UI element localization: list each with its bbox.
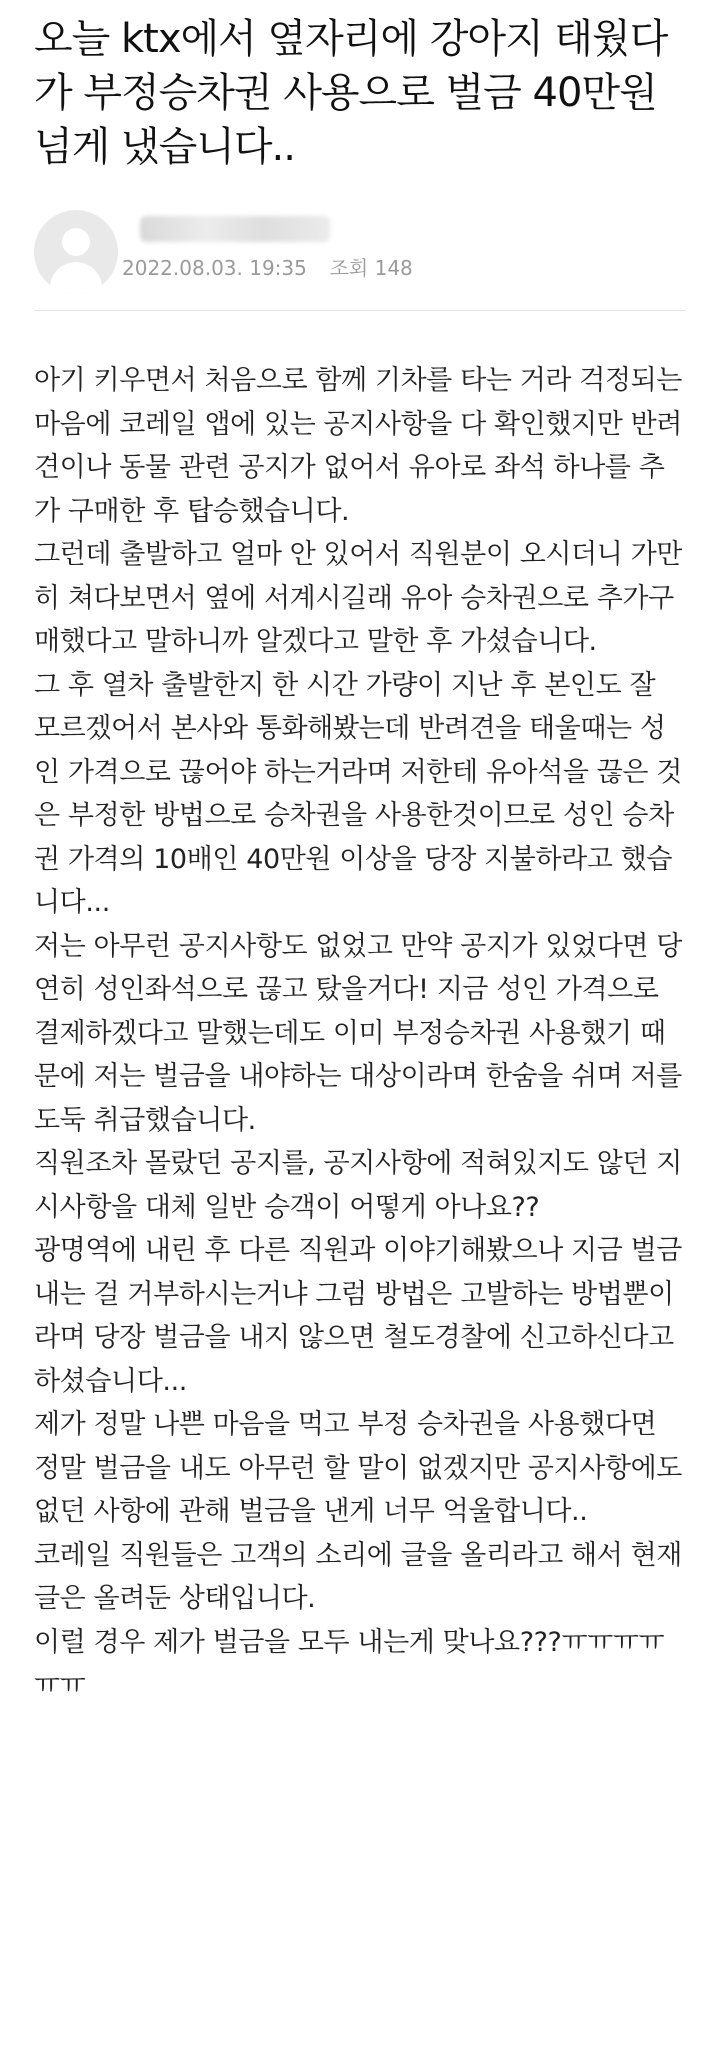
meta-line <box>122 254 413 282</box>
avatar-body-shape <box>50 262 102 294</box>
divider <box>34 310 686 311</box>
paragraph: 직원조차 몰랐던 공지를, 공지사항에 적혀있지도 않던 지시사항을 대체 일반 승객이 어떻게 아나요?? <box>34 1148 682 1223</box>
post-date: 2022.08.03. 19:35 <box>122 256 307 280</box>
paragraph: 그런데 출발하고 얼마 안 있어서 직원분이 오시더니 가만히 쳐다보면서 옆에 서계시길래 유아 승차권으로 추가구매했다고 말하니까 알겠다고 말한 후 가셨습니다. <box>34 539 682 657</box>
paragraph: 코레일 직원들은 고객의 소리에 글을 올리라고 해서 현재 글은 올려둔 상태입니다. <box>34 1539 682 1614</box>
paragraph: 그 후 열차 출발한지 한 시간 가량이 지난 후 본인도 잘 모르겠어서 본사와 통화해봤는데 반려견을 태울때는 성인 가격으로 끊어야 하는거라며 저한테 유아석을 끊은 것은 부정한 방법으로 승차권을 사용한것이므로 성인 승차권 가격의 10배인 40만원 이상을 당장 지불하라고 했습니다... <box>34 669 682 918</box>
paragraph: 광명역에 내린 후 다른 직원과 이야기해봤으나 지금 벌금 내는 걸 거부하시는거냐 그럼 방법은 고발하는 방법뿐이라며 당장 벌금을 내지 않으면 철도경찰에 신고하신다고 하셨습니다... <box>34 1235 682 1397</box>
paragraph: 이럴 경우 제가 벌금을 모두 내는게 맞나요???ㅠㅠㅠㅠㅠㅠ <box>34 1626 665 1701</box>
post-content <box>34 359 686 1708</box>
views-count: 148 <box>374 256 413 280</box>
paragraph: 제가 정말 나쁜 마음을 먹고 부정 승차권을 사용했다면 정말 벌금을 내도 아무런 할 말이 없겠지만 공지사항에도 없던 사항에 관해 벌금을 낸게 너무 억울합니다.. <box>34 1409 682 1527</box>
post-title: 오늘 ktx에서 옆자리에 강아지 태웠다가 부정승차권 사용으로 벌금 40만원 넘게 냈습니다.. <box>34 16 668 170</box>
views-label: 조회 <box>329 256 369 280</box>
paragraph: 아기 키우면서 처음으로 함께 기차를 타는 거라 걱정되는 마음에 코레일 앱에 있는 공지사항을 다 확인했지만 반려견이나 동물 관련 공지가 없어서 유아로 좌석 하나를 추가 구매한 후 탑승했습니다. <box>34 365 682 527</box>
avatar-head-shape <box>62 228 90 256</box>
avatar[interactable] <box>34 210 118 294</box>
author-name-blurred[interactable] <box>140 216 330 242</box>
paragraph: 저는 아무런 공지사항도 없었고 만약 공지가 있었다면 당연히 성인좌석으로 끊고 탔을거다! 지금 성인 가격으로 결제하겠다고 말했는데도 이미 부정승차권 사용했기 때문에 저는 벌금을 내야하는 대상이라며 한숨을 쉬며 저를 도둑 취급했습니다. <box>34 930 682 1136</box>
post-meta <box>34 210 686 296</box>
